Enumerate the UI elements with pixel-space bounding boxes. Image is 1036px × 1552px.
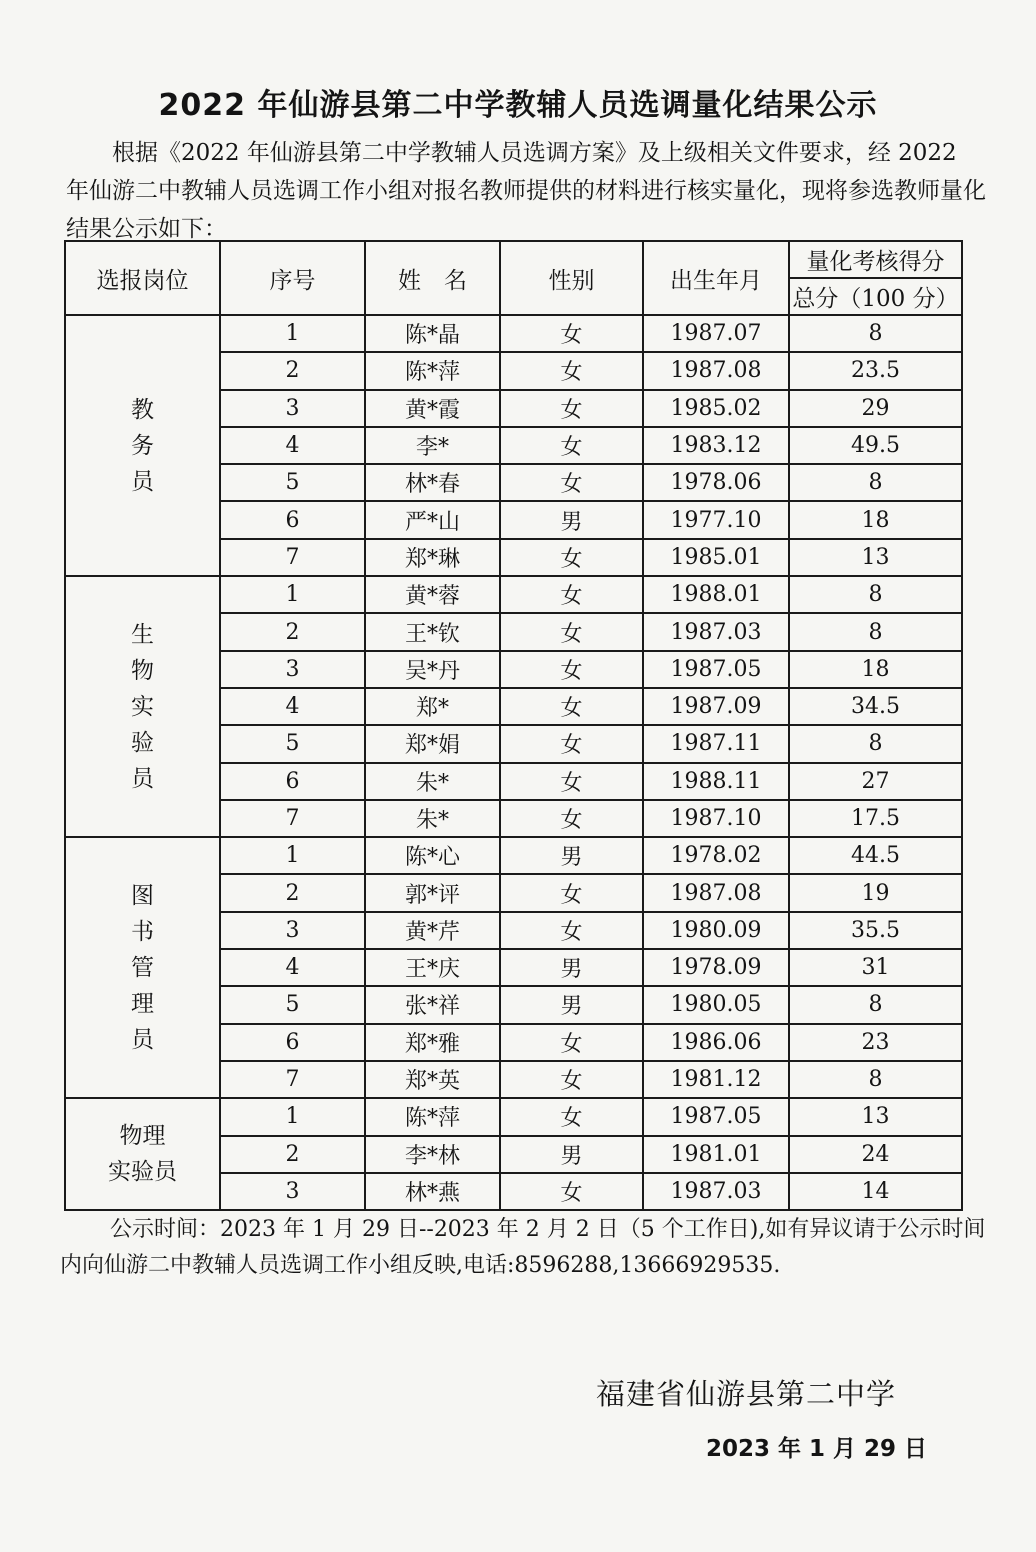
name-cell: 郑*英 [365, 1061, 500, 1098]
seq-cell: 4 [220, 949, 365, 986]
birth-cell: 1987.08 [643, 352, 789, 389]
publicity-note: 公示时间：2023 年 1 月 29 日--2023 年 2 月 2 日（5 个工作日),如有异议请于公示时间内向仙游二中教辅人员选调工作小组反映,电话:8596288,13666929535. [60, 1217, 986, 1278]
table-row [65, 576, 962, 613]
seq-cell: 5 [220, 725, 365, 762]
name-cell: 郑* [365, 688, 500, 725]
position-cell [65, 315, 220, 576]
score-cell: 24 [789, 1136, 962, 1173]
seq-cell: 4 [220, 688, 365, 725]
seq-cell: 6 [220, 763, 365, 800]
seq-cell: 4 [220, 427, 365, 464]
name-cell: 郑*雅 [365, 1024, 500, 1061]
header-position: 选报岗位 [65, 241, 220, 315]
position-char: 务 [131, 432, 154, 459]
header-birth: 出生年月 [643, 241, 789, 315]
table-body [65, 315, 962, 1210]
birth-cell: 1987.03 [643, 1173, 789, 1210]
name-cell: 吴*丹 [365, 651, 500, 688]
birth-cell: 1987.03 [643, 613, 789, 650]
score-cell: 13 [789, 539, 962, 576]
score-cell: 23.5 [789, 352, 962, 389]
name-cell: 李*林 [365, 1136, 500, 1173]
name-cell: 林*春 [365, 464, 500, 501]
seq-cell: 7 [220, 1061, 365, 1098]
score-cell: 8 [789, 576, 962, 613]
gender-cell: 女 [500, 1173, 643, 1210]
score-cell: 17.5 [789, 800, 962, 837]
score-cell: 49.5 [789, 427, 962, 464]
score-cell: 34.5 [789, 688, 962, 725]
score-cell: 8 [789, 613, 962, 650]
seq-cell: 2 [220, 874, 365, 911]
gender-cell: 女 [500, 427, 643, 464]
header-score-top: 量化考核得分 [789, 241, 962, 278]
birth-cell: 1988.11 [643, 763, 789, 800]
gender-cell: 女 [500, 688, 643, 725]
gender-cell: 女 [500, 651, 643, 688]
name-cell: 郑*娟 [365, 725, 500, 762]
position-char: 物 [131, 657, 154, 684]
birth-cell: 1980.09 [643, 912, 789, 949]
birth-cell: 1988.01 [643, 576, 789, 613]
seq-cell: 3 [220, 390, 365, 427]
gender-cell: 女 [500, 539, 643, 576]
gender-cell: 男 [500, 837, 643, 874]
score-cell: 8 [789, 986, 962, 1023]
score-cell: 18 [789, 501, 962, 538]
birth-cell: 1983.12 [643, 427, 789, 464]
gender-cell: 女 [500, 874, 643, 911]
position-char: 管 [131, 954, 154, 981]
position-char: 书 [131, 918, 154, 945]
gender-cell: 男 [500, 949, 643, 986]
birth-cell: 1981.01 [643, 1136, 789, 1173]
seq-cell: 3 [220, 1173, 365, 1210]
table-header-row [65, 241, 962, 278]
seq-cell: 1 [220, 837, 365, 874]
signature-date: 2023 年 1 月 29 日 [706, 1436, 928, 1462]
header-name: 姓 名 [365, 241, 500, 315]
birth-cell: 1987.07 [643, 315, 789, 352]
seq-cell: 5 [220, 986, 365, 1023]
gender-cell: 女 [500, 725, 643, 762]
score-cell: 8 [789, 464, 962, 501]
birth-cell: 1987.10 [643, 800, 789, 837]
name-cell: 黄*蓉 [365, 576, 500, 613]
name-cell: 郭*评 [365, 874, 500, 911]
birth-cell: 1978.02 [643, 837, 789, 874]
table-row [65, 837, 962, 874]
seq-cell: 6 [220, 1024, 365, 1061]
score-cell: 19 [789, 874, 962, 911]
page-title: 2022 年仙游县第二中学教辅人员选调量化结果公示 [158, 88, 878, 123]
header-gender: 性别 [500, 241, 643, 315]
name-cell: 李* [365, 427, 500, 464]
birth-cell: 1986.06 [643, 1024, 789, 1061]
position-char: 验 [131, 729, 154, 756]
position-char: 物理 [119, 1123, 166, 1150]
position-char: 图 [131, 882, 154, 909]
name-cell: 张*祥 [365, 986, 500, 1023]
position-char: 理 [131, 990, 154, 1017]
seq-cell: 7 [220, 800, 365, 837]
table-row [65, 1098, 962, 1135]
name-cell: 陈*晶 [365, 315, 500, 352]
position-char: 员 [131, 468, 154, 495]
score-cell: 8 [789, 1061, 962, 1098]
score-cell: 13 [789, 1098, 962, 1135]
score-cell: 14 [789, 1173, 962, 1210]
score-cell: 8 [789, 725, 962, 762]
school-signature: 福建省仙游县第二中学 [596, 1377, 897, 1411]
gender-cell: 女 [500, 800, 643, 837]
header-seq: 序号 [220, 241, 365, 315]
score-cell: 23 [789, 1024, 962, 1061]
birth-cell: 1987.05 [643, 651, 789, 688]
seq-cell: 5 [220, 464, 365, 501]
position-cell [65, 837, 220, 1098]
score-cell: 31 [789, 949, 962, 986]
name-cell: 严*山 [365, 501, 500, 538]
position-char: 员 [131, 765, 154, 792]
birth-cell: 1987.05 [643, 1098, 789, 1135]
gender-cell: 女 [500, 390, 643, 427]
name-cell: 黄*芹 [365, 912, 500, 949]
seq-cell: 3 [220, 912, 365, 949]
position-cell [65, 576, 220, 837]
score-cell: 27 [789, 763, 962, 800]
birth-cell: 1987.09 [643, 688, 789, 725]
gender-cell: 女 [500, 912, 643, 949]
birth-cell: 1978.09 [643, 949, 789, 986]
birth-cell: 1987.11 [643, 725, 789, 762]
seq-cell: 1 [220, 1098, 365, 1135]
seq-cell: 7 [220, 539, 365, 576]
seq-cell: 1 [220, 576, 365, 613]
name-cell: 陈*萍 [365, 352, 500, 389]
name-cell: 黄*霞 [365, 390, 500, 427]
name-cell: 王*庆 [365, 949, 500, 986]
birth-cell: 1981.12 [643, 1061, 789, 1098]
name-cell: 林*燕 [365, 1173, 500, 1210]
table-row [65, 315, 962, 352]
position-char: 实验员 [108, 1159, 177, 1186]
seq-cell: 2 [220, 352, 365, 389]
position-char: 实 [131, 693, 154, 720]
seq-cell: 2 [220, 1136, 365, 1173]
name-cell: 陈*心 [365, 837, 500, 874]
seq-cell: 6 [220, 501, 365, 538]
score-cell: 8 [789, 315, 962, 352]
header-score-bottom: 总分（100 分） [789, 278, 962, 315]
birth-cell: 1980.05 [643, 986, 789, 1023]
birth-cell: 1985.02 [643, 390, 789, 427]
seq-cell: 3 [220, 651, 365, 688]
name-cell: 朱* [365, 763, 500, 800]
gender-cell: 女 [500, 352, 643, 389]
score-cell: 18 [789, 651, 962, 688]
gender-cell: 女 [500, 613, 643, 650]
score-cell: 44.5 [789, 837, 962, 874]
gender-cell: 男 [500, 1136, 643, 1173]
position-cell [65, 1098, 220, 1210]
name-cell: 郑*琳 [365, 539, 500, 576]
results-table [64, 240, 963, 1211]
gender-cell: 女 [500, 464, 643, 501]
name-cell: 陈*萍 [365, 1098, 500, 1135]
gender-cell: 男 [500, 501, 643, 538]
position-char: 教 [131, 396, 154, 423]
position-char: 生 [131, 621, 154, 648]
score-cell: 29 [789, 390, 962, 427]
gender-cell: 女 [500, 1098, 643, 1135]
gender-cell: 女 [500, 763, 643, 800]
birth-cell: 1977.10 [643, 501, 789, 538]
name-cell: 王*钦 [365, 613, 500, 650]
gender-cell: 男 [500, 986, 643, 1023]
name-cell: 朱* [365, 800, 500, 837]
birth-cell: 1985.01 [643, 539, 789, 576]
intro-paragraph: 根据《2022 年仙游县第二中学教辅人员选调方案》及上级相关文件要求，经 2022 年仙游二中教辅人员选调工作小组对报名教师提供的材料进行核实量化，现将参选教师量化结果公示如下： [66, 140, 986, 242]
gender-cell: 女 [500, 1061, 643, 1098]
gender-cell: 女 [500, 576, 643, 613]
seq-cell: 2 [220, 613, 365, 650]
gender-cell: 女 [500, 315, 643, 352]
gender-cell: 女 [500, 1024, 643, 1061]
position-char: 员 [131, 1026, 154, 1053]
birth-cell: 1987.08 [643, 874, 789, 911]
score-cell: 35.5 [789, 912, 962, 949]
birth-cell: 1978.06 [643, 464, 789, 501]
seq-cell: 1 [220, 315, 365, 352]
